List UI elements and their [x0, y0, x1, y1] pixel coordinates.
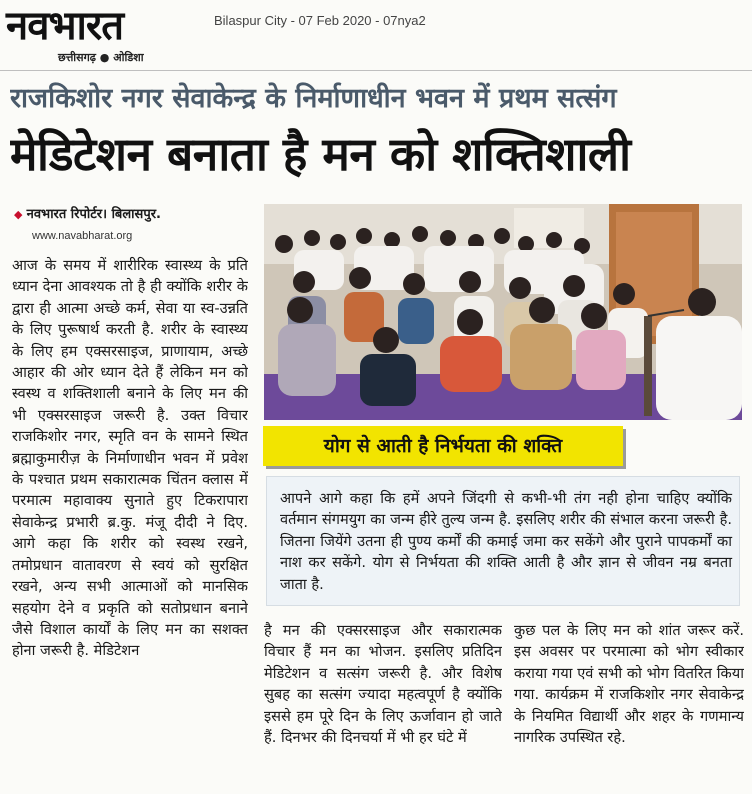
article-column-1: [12, 255, 248, 790]
newspaper-logo: नवभारत: [6, 2, 124, 49]
article-column-2: [264, 620, 502, 792]
main-headline: मेडिटेशन बनाता है मन को शक्तिशाली: [10, 127, 631, 181]
column-3-text: कुछ पल के लिए मन को शांत जरूर करें. इस अवसर पर परमात्मा को भोग स्वीकार कराया गया एवं सभी को भोग वितरित किया गया. कार्यक्रम में राजकिशोर नगर सेवाकेन्द्र के नियमित विद्यार्थी और शहर के गणमान्य नागरिक उपस्थित रहे.: [514, 622, 744, 747]
masthead: [6, 4, 202, 66]
highlight-box-text: आपने आगे कहा कि हमें अपने जिंदगी से कभी-भी तंग नही होना चाहिए क्योंकि वर्तमान संगमयुग का जन्म हीरे तुल्य जन्म है. इसलिए शरीर की संभाल करना जरूरी है. जितना जियेंगे उतना ही पुण्य कर्मों की कमाई जमा कर सकेंगे और पुराने पापकर्मों का नाश कर सकेंगे. योग से निर्भयता की शक्ति आती है और ज्ञान से जीवन नम्र बनता जाता है.: [280, 490, 732, 593]
subheading-banner: योग से आती है निर्भयता की शक्ति: [263, 426, 623, 466]
edition-region: छत्तीसगढ़ ● ओडिशा: [58, 51, 144, 64]
kicker-headline: राजकिशोर नगर सेवाकेन्द्र के निर्माणाधीन भवन में प्रथम सत्संग: [10, 83, 617, 114]
masthead-divider: [0, 70, 752, 71]
byline-text: नवभारत रिपोर्टर। बिलासपुर.: [26, 207, 161, 222]
article-column-3: [514, 620, 744, 792]
column-2-text: है मन की एक्सरसाइज और सकारात्मक विचार हैं मन का भोजन. इसलिए प्रतिदिन मेडिटेशन व सत्संग जरूरी है. और विशेष सुबह का सत्संग ज्यादा महत्वपूर्ण है क्योंकि इससे हम पूरे दिन के लिए ऊर्जावान हो जाते हैं. दिनभर की दिनचर्या में भी हर घंटे में: [264, 622, 502, 747]
website-url: www.navabharat.org: [32, 230, 133, 242]
dateline: Bilaspur City - 07 Feb 2020 - 07nya2: [214, 13, 426, 28]
byline-diamond-icon: ◆: [14, 208, 23, 221]
photo-illustration: [264, 204, 742, 420]
event-photo: [264, 204, 742, 420]
column-1-text: आज के समय में शारीरिक स्वास्थ्य के प्रति ध्यान देना आवश्यक तो है ही क्योंकि शरीर के द्वारा ही आत्मा अच्छे कर्म, सेवा या स्व-उन्नति के लिए पुरूषार्थ करती है. शरीर के स्वास्थ्य के लिए हम एक्सरसाइज, प्राणायाम, अच्छे आहार की ओर ध्यान देते हैं लेकिन मन को स्वस्थ व शक्तिशाली बनाने के लिए मन की भी एक्सरसाइज जरूरी है. उक्त विचार राजकिशोर नगर, स्मृति वन के सामने स्थित ब्रह्माकुमारीज़ के निर्माणाधीन भवन में प्रवेश के पश्चात प्रथम सकारात्मक चिंतन क्लास में परमात्म महावाक्य सुनाते हुए टिकरापारा सेवाकेन्द्र प्रभारी ब्र.कु. मंजू दीदी ने दिए. आगे कहा कि शरीर को स्वस्थ रखने, तमोप्रधान वातावरण से स्वयं को सुरक्षित रखने, अन्य सभी आत्माओं को मानसिक सहयोग देने व प्रकृति को सतोप्रधान बनाने जैसे विशाल कार्यों के लिए मन का सशक्त होना जरूरी है. मेडिटेशन: [12, 257, 248, 660]
byline: [14, 204, 254, 222]
